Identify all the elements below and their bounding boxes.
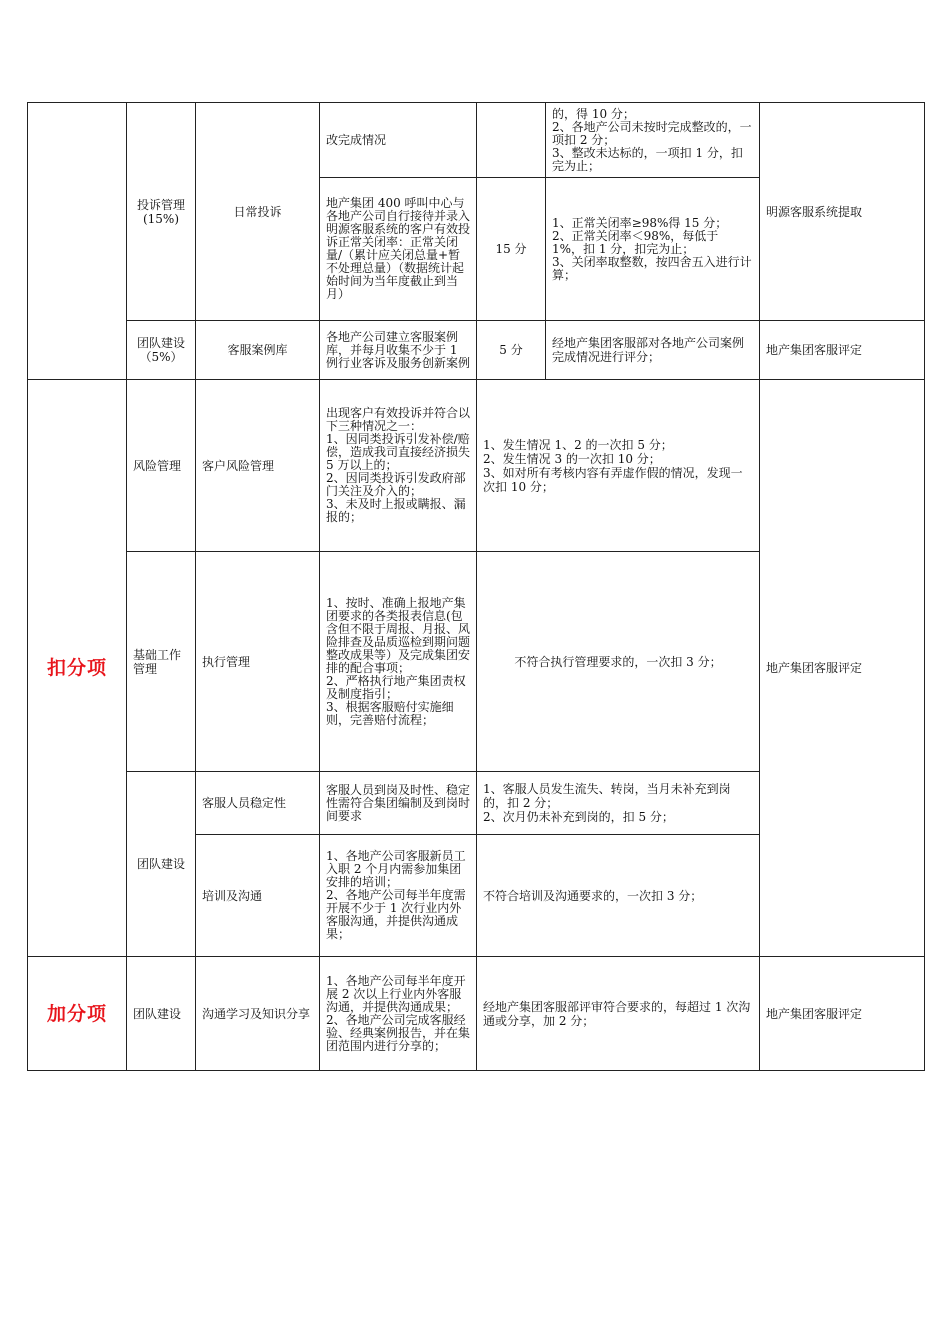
item-cell: 沟通学习及知识分享 [196,957,320,1071]
category-cell: 风险管理 [127,380,196,552]
item-cell: 客户风险管理 [196,380,320,552]
criteria-cell: 不符合执行管理要求的，一次扣 3 分； [477,552,760,772]
indicator-cell: 1、各地产公司每半年度开展 2 次以上行业内外客服沟通，并提供沟通成果； 2、各地产公司完成客服经验、经典案例报告，并在集团范围内进行分享的； [320,957,477,1071]
assessment-table [27,102,925,1071]
bonus-section-label: 加分项 [28,957,127,1071]
item-cell: 执行管理 [196,552,320,772]
criteria-cell: 经地产集团客服部对各地产公司案例完成情况进行评分； [546,321,760,380]
indicator-cell: 客服人员到岗及时性、稳定性需符合集团编制及到岗时间要求 [320,772,477,835]
indicator-cell: 各地产公司建立客服案例库，并每月收集不少于 1 例行业客诉及服务创新案例 [320,321,477,380]
source-cell: 地产集团客服评定 [760,380,925,957]
table-row [28,321,925,380]
table-row [28,103,925,178]
table-row [28,380,925,552]
criteria-cell: 经地产集团客服部评审符合要求的，每超过 1 次沟通或分享，加 2 分； [477,957,760,1071]
source-cell: 地产集团客服评定 [760,957,925,1071]
indicator-cell: 改完成情况 [320,103,477,178]
table-row [28,957,925,1071]
category-cell: 团队建设 （5%） [127,321,196,380]
criteria-cell: 的，得 10 分； 2、各地产公司未按时完成整改的，一项扣 2 分； 3、整改未达标的，一项扣 1 分，扣完为止； [546,103,760,178]
indicator-cell: 出现客户有效投诉并符合以下三种情况之一： 1、因同类投诉引发补偿/赔偿，造成我司直接经济损失 5 万以上的； 2、因同类投诉引发政府部门关注及介入的； 3、未及时上报或瞒报、漏报的； [320,380,477,552]
category-cell: 基础工作管理 [127,552,196,772]
indicator-cell: 地产集团 400 呼叫中心与各地产公司自行接待并录入明源客服系统的客户有效投诉正常关闭率：正常关闭量/（累计应关闭总量+暂不处理总量）（数据统计起始时间为当年度截止到当月） [320,178,477,321]
score-cell: 5 分 [477,321,546,380]
deduction-section-label: 扣分项 [28,380,127,957]
source-cell: 地产集团客服评定 [760,321,925,380]
criteria-cell: 1、发生情况 1、2 的一次扣 5 分； 2、发生情况 3 的一次扣 10 分； 3、如对所有考核内容有弄虚作假的情况，发现一次扣 10 分； [477,380,760,552]
category-cell: 团队建设 [127,957,196,1071]
source-cell: 明源客服系统提取 [760,103,925,321]
item-cell: 客服人员稳定性 [196,772,320,835]
indicator-cell: 1、按时、准确上报地产集团要求的各类报表信息(包含但不限于周报、月报、风险排查及品质巡检到期问题整改成果等）及完成集团安排的配合事项； 2、严格执行地产集团责权及制度指引； 3、根据客服赔付实施细则，完善赔付流程； [320,552,477,772]
criteria-cell: 1、客服人员发生流失、转岗，当月未补充到岗的，扣 2 分； 2、次月仍未补充到岗的，扣 5 分； [477,772,760,835]
category-cell: 投诉管理(15%) [127,103,196,321]
criteria-cell: 不符合培训及沟通要求的，一次扣 3 分； [477,835,760,957]
category-cell: 团队建设 [127,772,196,957]
item-cell: 日常投诉 [196,103,320,321]
score-cell-empty [477,103,546,178]
criteria-cell: 1、正常关闭率≥98%得 15 分； 2、正常关闭率＜98%，每低于 1%，扣 1 分，扣完为止； 3、关闭率取整数，按四舍五入进行计算； [546,178,760,321]
indicator-cell: 1、各地产公司客服新员工入职 2 个月内需参加集团安排的培训； 2、各地产公司每半年度需开展不少于 1 次行业内外客服沟通，并提供沟通成果； [320,835,477,957]
item-cell: 培训及沟通 [196,835,320,957]
section-cell-empty [28,103,127,380]
score-cell: 15 分 [477,178,546,321]
item-cell: 客服案例库 [196,321,320,380]
